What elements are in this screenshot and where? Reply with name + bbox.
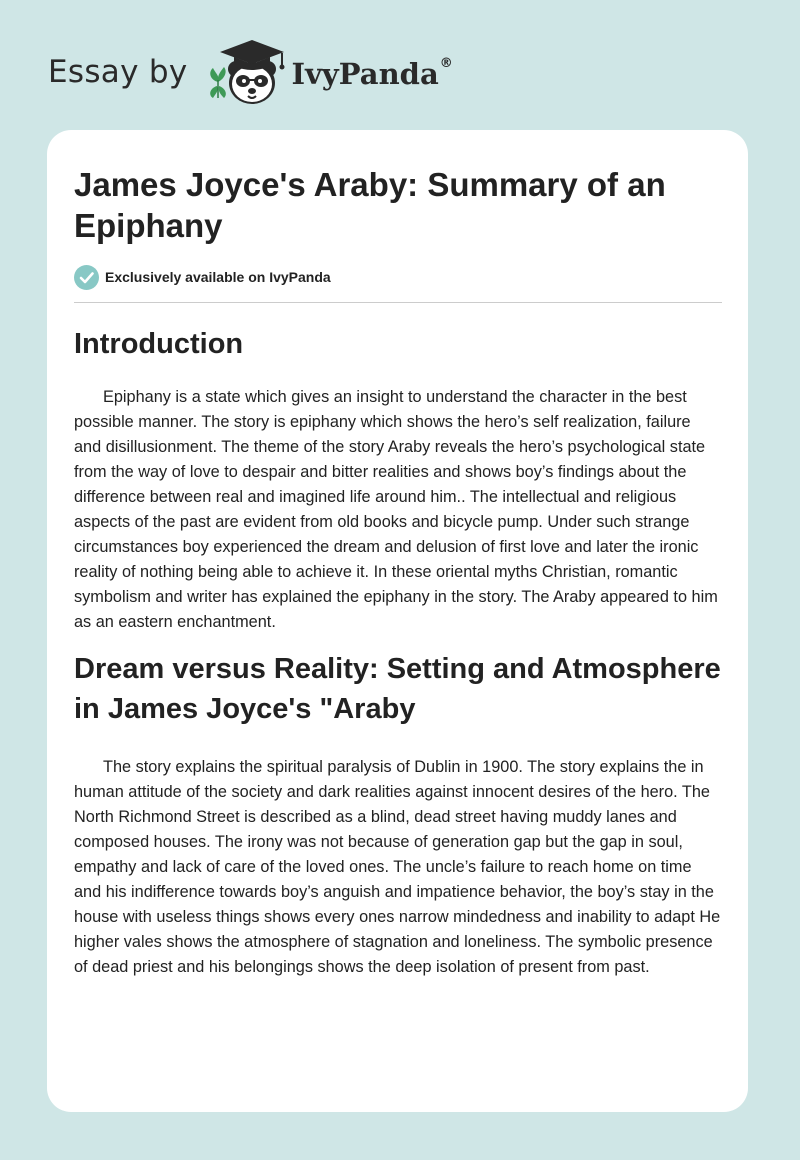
checkmark-circle-icon	[74, 265, 99, 290]
section-paragraph: The story explains the spiritual paralysis of Dublin in 1900. The story explains the in human attitude of the society and dark realities against innocent desires of the hero. The North Richmond Street is described as a blind, dead street having muddy lanes and composed houses. The irony was not because of generation gap but the gap in soul, empathy and lack of care of the loved ones. The uncle’s failure to reach home on time and his indifference towards boy’s anguish and impatience behavior, the boy’s stay in the house with useless things shows every ones narrow mindedness and inability to adapt He higher vales shows the atmosphere of stagnation and loneliness. The symbolic presence of dead priest and his belongings shows the deep isolation of present from past.	[74, 758, 721, 976]
registered-mark: ®	[439, 55, 453, 71]
essay-card	[47, 130, 748, 1112]
section-heading: Dream versus Reality: Setting and Atmosphere in James Joyce's "Araby	[74, 653, 721, 725]
section-heading: Introduction	[74, 328, 244, 360]
section-paragraph: Epiphany is a state which gives an insight to understand the character in the best possible manner. The story is epiphany which shows the hero’s self realization, failure and disillusionment. The theme of the story Araby reveals the hero’s psychological state from the way of love to despair and bitter realities and shows boy’s findings about the difference between real and imagined life around him.. The intellectual and religious aspects of the past are evident from old books and bicycle pump. Under such strange circumstances boy experienced the dream and delusion of first love and later the ironic reality of nothing being able to achieve it. In these oriental myths Christian, romantic symbolism and writer has explained the epiphany in the story. The Araby appeared to him as an eastern enchantment.	[74, 388, 718, 631]
brand-name[interactable]	[291, 55, 453, 91]
section-introduction	[74, 324, 722, 635]
essay-by-label: Essay by	[48, 53, 188, 90]
essay-title: James Joyce's Araby: Summary of an Epiphany	[74, 166, 666, 244]
exclusive-badge	[74, 264, 722, 290]
brand-name-text: IvyPanda	[291, 56, 439, 91]
panda-graduate-logo-icon[interactable]	[204, 36, 300, 108]
section-dream-versus-reality	[74, 649, 722, 980]
title-divider	[74, 302, 722, 303]
exclusive-text: Exclusively available on IvyPanda	[105, 269, 331, 285]
site-header	[48, 36, 453, 108]
